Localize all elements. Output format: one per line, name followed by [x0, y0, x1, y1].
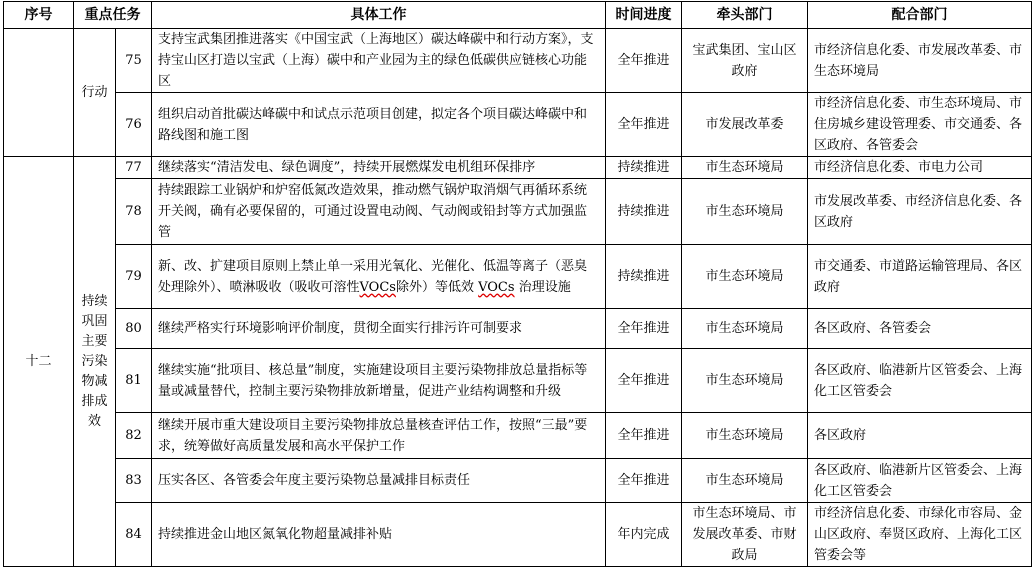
lead-dept-text: 市生态环境局 [682, 413, 808, 459]
row-number: 83 [116, 459, 152, 503]
work-text: 组织启动首批碳达峰碳中和试点示范项目创建，拟定各个项目碳达峰碳中和路线图和施工图 [152, 93, 606, 157]
coop-dept-text: 市发展改革委、市经济信息化委、各区政府 [808, 179, 1032, 245]
coop-dept-text: 各区政府、各管委会 [808, 309, 1032, 349]
header-lead: 牵头部门 [682, 2, 808, 29]
schedule-text: 持续推进 [606, 245, 682, 309]
schedule-text: 年内完成 [606, 503, 682, 567]
work-text: 继续实施“批项目、核总量”制度，实施建设项目主要污染物排放总量指标等量或减量替代，控制主要污染物排放新增量，促进产业结构调整和升级 [152, 349, 606, 413]
schedule-text: 全年推进 [606, 349, 682, 413]
header-coop: 配合部门 [808, 2, 1032, 29]
schedule-text: 全年推进 [606, 459, 682, 503]
vocs-term: VOCs [478, 279, 515, 295]
header-row [4, 2, 1032, 29]
header-seq: 序号 [4, 2, 74, 29]
work-text: 持续推进金山地区氮氧化物超量减排补贴 [152, 503, 606, 567]
lead-dept-text: 市生态环境局、市发展改革委、市财政局 [682, 503, 808, 567]
coop-dept-text: 市交通委、市道路运输管理局、各区政府 [808, 245, 1032, 309]
schedule-text: 持续推进 [606, 157, 682, 179]
lead-dept-text: 市生态环境局 [682, 309, 808, 349]
row-number: 77 [116, 157, 152, 179]
work-text: 支持宝武集团推进落实《中国宝武（上海地区）碳达峰碳中和行动方案》，支持宝山区打造以宝武（上海）碳中和产业园为主的绿色低碳供应链核心功能区 [152, 29, 606, 93]
work-text: 继续开展市重大建设项目主要污染物排放总量核查评估工作，按照“三最”要求，统筹做好高质量发展和高水平保护工作 [152, 413, 606, 459]
table-row [4, 413, 1032, 459]
coop-dept-text: 各区政府、临港新片区管委会、上海化工区管委会 [808, 459, 1032, 503]
row-number: 78 [116, 179, 152, 245]
work-text: 压实各区、各管委会年度主要污染物总量减排目标责任 [152, 459, 606, 503]
row-number: 84 [116, 503, 152, 567]
lead-dept-text: 市生态环境局 [682, 245, 808, 309]
row-number: 79 [116, 245, 152, 309]
lead-dept-text: 宝武集团、宝山区政府 [682, 29, 808, 93]
coop-dept-text: 市经济信息化委、市发展改革委、市生态环境局 [808, 29, 1032, 93]
table-row [4, 349, 1032, 413]
table-row [4, 93, 1032, 157]
table-row [4, 245, 1032, 309]
lead-dept-text: 市发展改革委 [682, 93, 808, 157]
table-row [4, 309, 1032, 349]
header-task: 重点任务 [74, 2, 152, 29]
work-text: 持续跟踪工业锅炉和炉窑低氮改造效果，推动燃气锅炉取消烟气再循环系统开关阀，确有必要保留的，可通过设置电动阀、气动阀或铅封等方式加强监管 [152, 179, 606, 245]
seq-cell-twelve: 十二 [4, 157, 74, 567]
task-cell-prev [74, 29, 116, 157]
schedule-text: 全年推进 [606, 413, 682, 459]
table-row [4, 503, 1032, 567]
schedule-text: 全年推进 [606, 309, 682, 349]
lead-dept-text: 市生态环境局 [682, 349, 808, 413]
work-table [3, 1, 1032, 567]
coop-dept-text: 市经济信息化委、市生态环境局、市住房城乡建设管理委、市交通委、各区政府、各管委会 [808, 93, 1032, 157]
coop-dept-text: 市经济信息化委、市绿化市容局、金山区政府、奉贤区政府、上海化工区管委会等 [808, 503, 1032, 567]
task-cell-twelve [74, 157, 116, 567]
coop-dept-text: 各区政府 [808, 413, 1032, 459]
row-number: 80 [116, 309, 152, 349]
lead-dept-text: 市生态环境局 [682, 157, 808, 179]
lead-dept-text: 市生态环境局 [682, 459, 808, 503]
work-text: 继续落实“清洁发电、绿色调度”，持续开展燃煤发电机组环保排序 [152, 157, 606, 179]
table-row [4, 179, 1032, 245]
header-work: 具体工作 [152, 2, 606, 29]
work-text: 继续严格实行环境影响评价制度，贯彻全面实行排污许可制要求 [152, 309, 606, 349]
row-number: 75 [116, 29, 152, 93]
lead-dept-text: 市生态环境局 [682, 179, 808, 245]
table-row [4, 29, 1032, 93]
row-number: 81 [116, 349, 152, 413]
work-text: 新、改、扩建项目原则上禁止单一采用光氧化、光催化、低温等离子（恶臭处理除外）、喷淋吸收（吸收可溶性VOCs除外）等低效 VOCs 治理设施 [152, 245, 606, 309]
schedule-text: 全年推进 [606, 29, 682, 93]
task-label: 持续巩固主要污染物减排成效 [81, 293, 108, 429]
coop-dept-text: 市经济信息化委、市电力公司 [808, 157, 1032, 179]
row-number: 82 [116, 413, 152, 459]
vocs-term: VOCs [359, 279, 396, 295]
coop-dept-text: 各区政府、临港新片区管委会、上海化工区管委会 [808, 349, 1032, 413]
row-number: 76 [116, 93, 152, 157]
schedule-text: 持续推进 [606, 179, 682, 245]
table-row [4, 459, 1032, 503]
task-label: 行动 [81, 85, 108, 100]
schedule-text: 全年推进 [606, 93, 682, 157]
header-schedule: 时间进度 [606, 2, 682, 29]
table-row [4, 157, 1032, 179]
seq-cell-empty [4, 29, 74, 157]
